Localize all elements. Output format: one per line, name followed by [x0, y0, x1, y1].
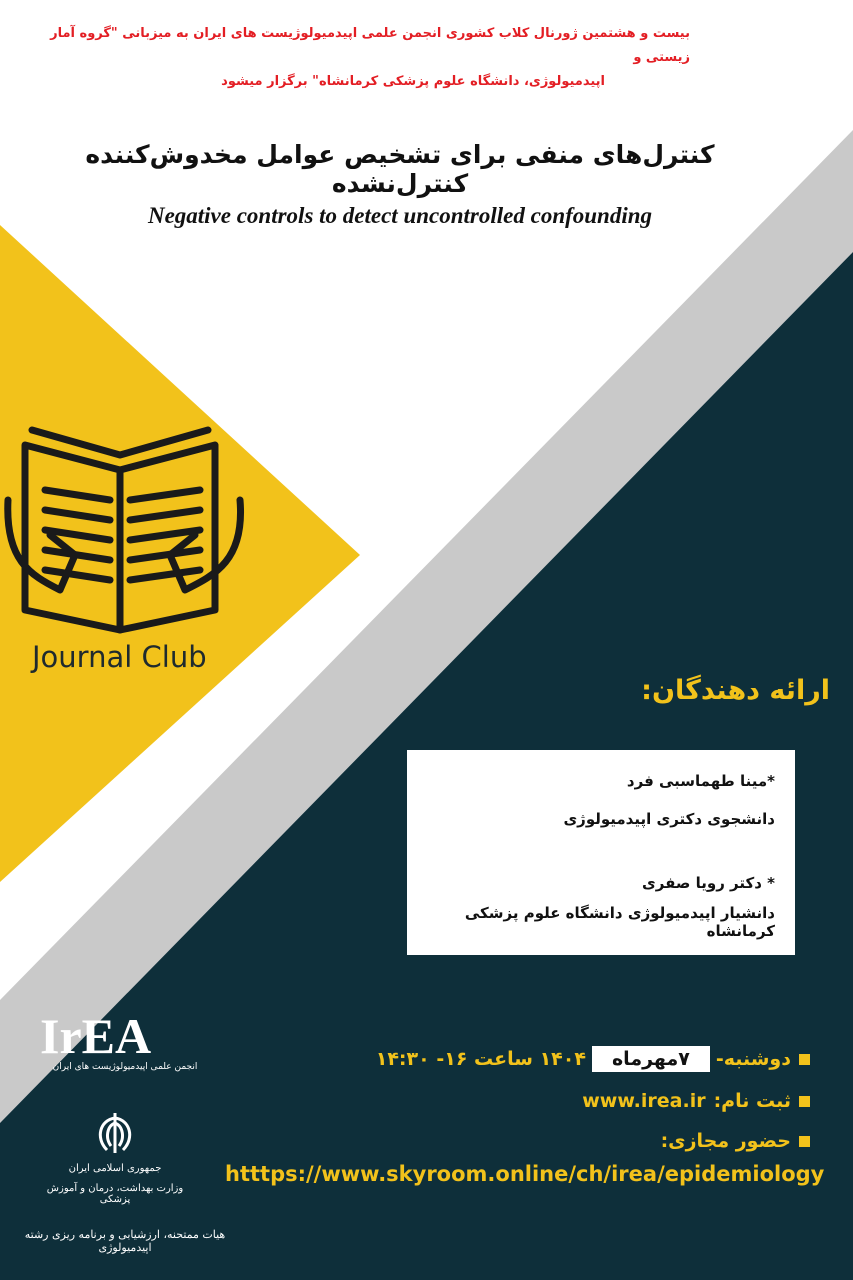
bullet-square-icon — [799, 1096, 810, 1107]
register-row — [582, 1090, 810, 1112]
presenter-1-name: *مینا طهماسبی فرد — [626, 772, 775, 790]
presenter-1-role: دانشجوی دکتری اپیدمیولوژی — [563, 810, 775, 828]
header-line-1: بیست و هشتمین ژورنال کلاب کشوری انجمن علمی اپیدمیولوژیست های ایران به میزبانی "گروه آمار زیستی و — [50, 26, 690, 65]
irea-logo-text: IrEA — [40, 1008, 152, 1064]
header-line-2: اپیدمیولوژی، دانشگاه علوم پزشکی کرمانشاه" برگزار میشود — [221, 74, 605, 89]
bullet-square-icon — [799, 1136, 810, 1147]
online-label: حضور مجازی: — [660, 1130, 791, 1152]
online-link[interactable]: htttps://www.skyroom.online/ch/irea/epidemiology — [225, 1162, 825, 1186]
title-persian: کنترل‌های منفی برای تشخیص عوامل مخدوش‌کننده کنترل‌نشده — [85, 140, 715, 198]
date-row — [376, 1046, 810, 1072]
presenters-heading: ارائه دهندگان: — [641, 675, 830, 706]
title-english: Negative controls to detect uncontrolled confounding — [147, 203, 653, 228]
irea-subtitle: انجمن علمی اپیدمیولوژیست های ایران — [52, 1062, 198, 1072]
online-row — [661, 1130, 810, 1152]
irea-logo — [40, 1005, 240, 1065]
ministry-line-3: هیات ممتحنه، ارزشیابی و برنامه ریزی رشته اپیدمیولوژی — [24, 1228, 226, 1254]
presenter-2-role: دانشیار اپیدمیولوژی دانشگاه علوم پزشکی کرمانشاه — [464, 904, 775, 940]
register-label: ثبت نام: — [713, 1090, 791, 1112]
iran-emblem-icon — [85, 1108, 145, 1158]
presenters-box — [407, 750, 795, 955]
register-link[interactable]: www.irea.ir — [582, 1090, 706, 1112]
date-box: ۷مهرماه — [592, 1046, 710, 1072]
journal-club-label: Journal Club — [32, 640, 207, 674]
time-text: ۱۴۰۴ ساعت ۱۶- ۱۴:۳۰ — [375, 1048, 586, 1070]
bullet-square-icon — [799, 1054, 810, 1065]
ministry-line-1: جمهوری اسلامی ایران — [68, 1163, 162, 1174]
ministry-line-2: وزارت بهداشت، درمان و آموزش پزشکی — [46, 1183, 184, 1205]
header-announcement — [20, 22, 690, 94]
presenter-2-name: * دکتر رویا صفری — [642, 874, 775, 892]
day-label: دوشنبه- — [715, 1048, 791, 1070]
